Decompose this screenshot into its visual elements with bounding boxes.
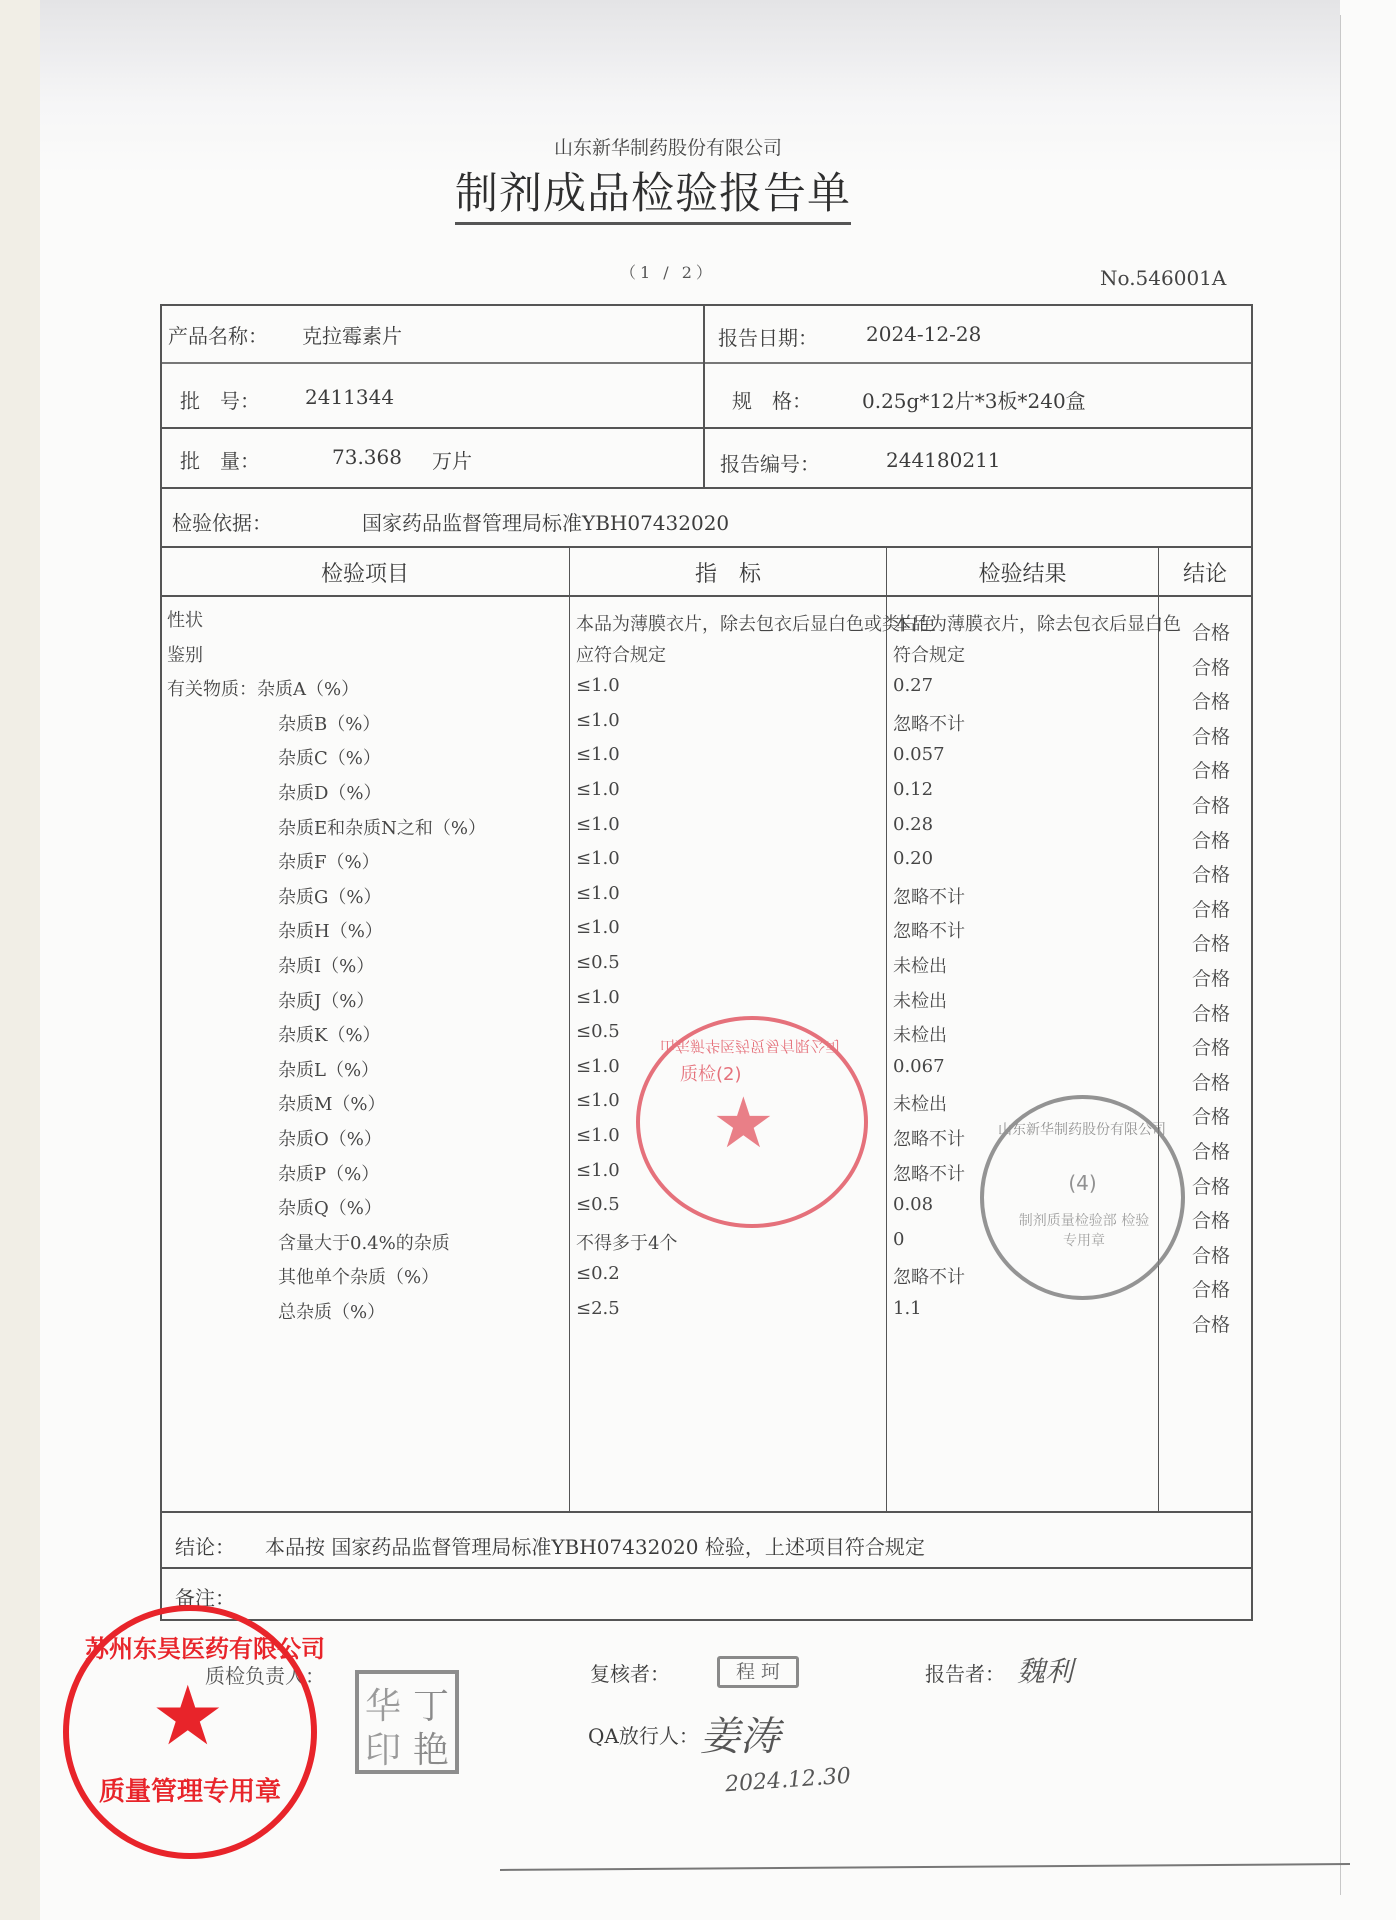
row-conclusion: 合格 (1192, 1037, 1231, 1060)
col-header-standard: 指 标 (694, 562, 761, 587)
reporter-label: 报告者： (925, 1662, 1005, 1686)
row-result: 忽略不计 (893, 1163, 965, 1185)
report-date-value: 2024-12-28 (866, 322, 982, 346)
row-conclusion: 合格 (1192, 795, 1231, 817)
reviewer-name-seal: 程 珂 (717, 1656, 799, 1688)
release-date: 2024.12.30 (724, 1763, 852, 1798)
row-result: 1.1 (893, 1298, 922, 1319)
row-item: 其他单个杂质（%） (278, 1267, 440, 1289)
row-result: 忽略不计 (893, 1129, 965, 1150)
row-conclusion: 合格 (1192, 1314, 1231, 1336)
batch-no-label: 批 号： (180, 389, 260, 413)
spec-value: 0.25g*12片*3板*240盒 (862, 389, 1086, 413)
batch-size-value: 73.368 (332, 445, 402, 469)
product-name-label: 产品名称： (168, 324, 268, 348)
row-standard: ≤1.0 (576, 1125, 620, 1146)
row-conclusion: 合格 (1192, 1071, 1231, 1094)
row-item: 杂质F（%） (278, 852, 380, 874)
row-item: 鉴别 (167, 644, 203, 666)
row-standard: ≤1.0 (576, 848, 620, 870)
row-result: 0.27 (893, 675, 934, 697)
row-result: 本品为薄膜衣片，除去包衣后显白色 (893, 614, 1181, 635)
row-item: 杂质D（%） (278, 783, 382, 804)
row-standard: ≤2.5 (576, 1298, 620, 1319)
batch-no-value: 2411344 (305, 385, 395, 409)
page-indicator: （1 / 2） (620, 263, 716, 282)
row-standard: 应符合规定 (576, 644, 666, 666)
row-standard: ≤1.0 (576, 882, 620, 904)
row-item: 杂质M（%） (278, 1094, 386, 1116)
qc-head-label: 质检负责人： (205, 1664, 325, 1688)
row-item: 总杂质（%） (278, 1302, 386, 1323)
row-item: 杂质B（%） (278, 713, 381, 735)
row-result: 忽略不计 (893, 921, 965, 943)
row-result: 未检出 (893, 956, 947, 977)
row-standard: ≤1.0 (576, 744, 620, 766)
row-item: 杂质C（%） (278, 748, 381, 770)
qa-release-label: QA放行人： (588, 1724, 699, 1748)
row-item: 杂质E和杂质N之和（%） (278, 817, 486, 839)
company-name: 山东新华制药股份有限公司 (553, 137, 782, 159)
scan-margin (0, 0, 40, 1920)
row-conclusion: 合格 (1192, 1210, 1231, 1233)
conclusion-label: 结论： (175, 1535, 235, 1559)
row-item: 杂质H（%） (278, 921, 383, 943)
scan-edge-line (1340, 15, 1341, 1895)
report-no-label: 报告编号： (720, 452, 820, 476)
row-result: 0.067 (893, 1055, 945, 1077)
row-result: 0.08 (893, 1194, 934, 1216)
row-conclusion: 合格 (1192, 1244, 1231, 1267)
row-result: 忽略不计 (893, 713, 965, 735)
qc-head-seal: 丁 艳 华 印 (355, 1670, 459, 1774)
row-conclusion: 合格 (1192, 760, 1231, 783)
row-result: 符合规定 (893, 644, 965, 666)
row-result: 未检出 (893, 1094, 947, 1116)
row-conclusion: 合格 (1192, 829, 1231, 852)
product-name-value: 克拉霉素片 (302, 324, 402, 348)
row-conclusion: 合格 (1192, 1279, 1231, 1302)
row-standard: ≤1.0 (576, 813, 620, 835)
row-item: 有关物质：杂质A（%） (167, 679, 360, 701)
inspection-seal: ★ 山东新华医药贸易有限公司 质检(2) (636, 1016, 868, 1228)
row-item: 杂质G（%） (278, 886, 382, 908)
row-result: 未检出 (893, 990, 947, 1012)
reporter-signature: 魏利 (1017, 1655, 1074, 1688)
batch-size-unit: 万片 (432, 449, 472, 473)
report-date-label: 报告日期： (718, 326, 818, 350)
row-standard: ≤0.2 (576, 1263, 620, 1285)
row-standard: ≤0.5 (576, 1021, 620, 1043)
reviewer-label: 复核者： (590, 1662, 670, 1686)
spec-label: 规 格： (732, 389, 812, 413)
row-conclusion: 合格 (1192, 691, 1231, 714)
row-item: 性状 (167, 610, 203, 631)
report-no-value: 244180211 (886, 448, 1001, 472)
row-standard: ≤1.0 (576, 1055, 620, 1077)
col-header-item: 检验项目 (320, 562, 409, 587)
bottom-rule (500, 1863, 1350, 1871)
row-item: 杂质L（%） (278, 1059, 380, 1081)
row-result: 0 (893, 1228, 905, 1250)
row-standard: ≤0.5 (576, 952, 620, 973)
row-conclusion: 合格 (1192, 1175, 1231, 1198)
conclusion-text: 本品按 国家药品监督管理局标准YBH07432020 检验，上述项目符合规定 (265, 1535, 925, 1559)
row-conclusion: 合格 (1192, 1106, 1231, 1129)
col-header-conclusion: 结论 (1182, 562, 1227, 587)
batch-size-label: 批 量： (180, 449, 260, 473)
row-item: 杂质J（%） (278, 990, 375, 1012)
report-title: 制剂成品检验报告单 (455, 168, 851, 225)
row-standard: 本品为薄膜衣片，除去包衣后显白色或类白色 (576, 614, 936, 635)
document-number: No.546001A (1100, 266, 1227, 290)
row-conclusion: 合格 (1192, 898, 1231, 921)
row-standard: ≤0.5 (576, 1194, 620, 1216)
row-result: 0.28 (893, 813, 934, 835)
row-item: 杂质O（%） (278, 1129, 382, 1150)
row-item: 杂质P（%） (278, 1163, 380, 1185)
row-conclusion: 合格 (1192, 622, 1231, 644)
row-conclusion: 合格 (1192, 968, 1231, 990)
row-standard: 不得多于4个 (576, 1232, 678, 1254)
row-item: 杂质Q（%） (278, 1198, 382, 1220)
row-conclusion: 合格 (1192, 725, 1231, 748)
row-standard: ≤1.0 (576, 917, 620, 939)
row-result: 0.12 (893, 779, 934, 800)
star-icon: ★ (712, 1082, 775, 1164)
row-conclusion: 合格 (1192, 864, 1231, 887)
row-standard: ≤1.0 (576, 779, 620, 800)
row-item: 杂质I（%） (278, 956, 375, 977)
row-result: 0.20 (893, 848, 934, 870)
row-standard: ≤1.0 (576, 709, 620, 731)
row-result: 0.057 (893, 744, 945, 766)
row-standard: ≤1.0 (576, 675, 620, 697)
notes-label: 备注： (175, 1586, 235, 1610)
row-result: 未检出 (893, 1025, 947, 1047)
row-result: 忽略不计 (893, 1267, 965, 1289)
star-icon: ★ (151, 1669, 225, 1764)
row-standard: ≤1.0 (576, 1159, 620, 1181)
quality-dept-seal: 山东新华制药股份有限公司 (4) 制剂质量检验部 检验专用章 (980, 1095, 1185, 1300)
row-conclusion: 合格 (1192, 656, 1231, 679)
basis-value: 国家药品监督管理局标准YBH07432020 (362, 511, 730, 535)
row-conclusion: 合格 (1192, 933, 1231, 956)
row-conclusion: 合格 (1192, 1141, 1231, 1163)
qa-release-signature: 姜涛 (700, 1714, 780, 1760)
basis-label: 检验依据： (172, 511, 272, 535)
row-conclusion: 合格 (1192, 1002, 1231, 1025)
row-standard: ≤1.0 (576, 1090, 620, 1112)
company-quality-seal: ★ 苏州东昊医药有限公司 质量管理专用章 (63, 1605, 317, 1859)
row-result: 忽略不计 (893, 886, 965, 908)
row-item: 杂质K（%） (278, 1025, 381, 1047)
row-item: 含量大于0.4%的杂质 (278, 1232, 450, 1254)
col-header-result: 检验结果 (978, 562, 1067, 587)
row-standard: ≤1.0 (576, 986, 620, 1008)
